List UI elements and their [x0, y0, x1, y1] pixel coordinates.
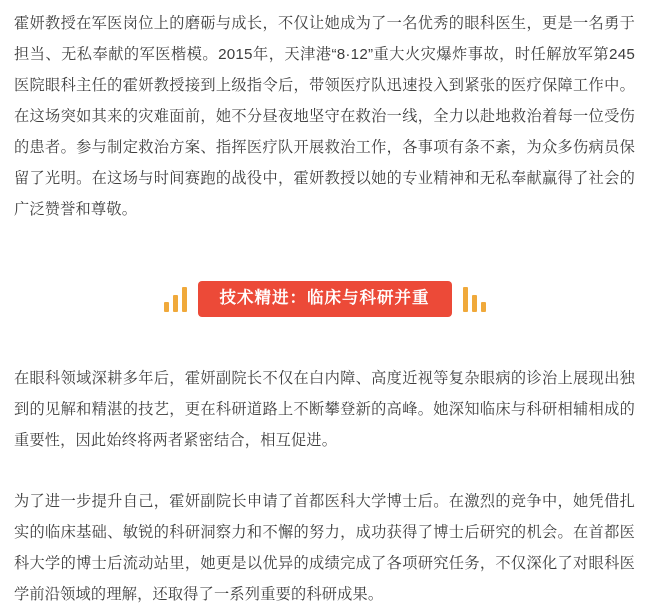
article-paragraph: 为了进一步提升自己，霍妍副院长申请了首都医科大学博士后。在激烈的竞争中，她凭借扎实的临床基础、敏锐的科研洞察力和不懈的努力，成功获得了博士后研究的机会。在首都医科大学的博士后流动站里，她更是以优异的成绩完成了各项研究任务，不仅深化了对眼科医学前沿领域的理解，还取得了一系列重要的科研成果。 — [14, 492, 635, 603]
article-paragraph: 霍妍教授在军医岗位上的磨砺与成长，不仅让她成为了一名优秀的眼科医生，更是一名勇于担当、无私奉献的军医楷模。2015年，天津港“8·12”重大火灾爆炸事故，时任解放军第245医院眼科主任的霍妍教授接到上级指令后，带领医疗队迅速投入到紧张的医疗保障工作中。在这场突如其来的灾难面前，她不分昼夜地坚守在救治一线，全力以赴地救治着每一位受伤的患者。参与制定救治方案、指挥医疗队开展救治工作，各事项有条不紊，为众多伤病员保留了光明。在这场与时间赛跑的战役中，霍妍教授以她的专业精神和无私奉献赢得了社会的广泛赞誉和尊敬。 — [14, 15, 635, 218]
heading-left-bars-icon — [162, 286, 189, 312]
article-paragraph: 在眼科领域深耕多年后，霍妍副院长不仅在白内障、高度近视等复杂眼病的诊治上展现出独到的见解和精湛的技艺，更在科研道路上不断攀登新的高峰。她深知临床与科研相辅相成的重要性，因此始终将两者紧密结合，相互促进。 — [14, 369, 635, 449]
section-heading — [14, 281, 635, 317]
heading-right-bars-icon — [461, 286, 488, 312]
section-heading-label: 技术精进：临床与科研并重 — [198, 281, 452, 317]
